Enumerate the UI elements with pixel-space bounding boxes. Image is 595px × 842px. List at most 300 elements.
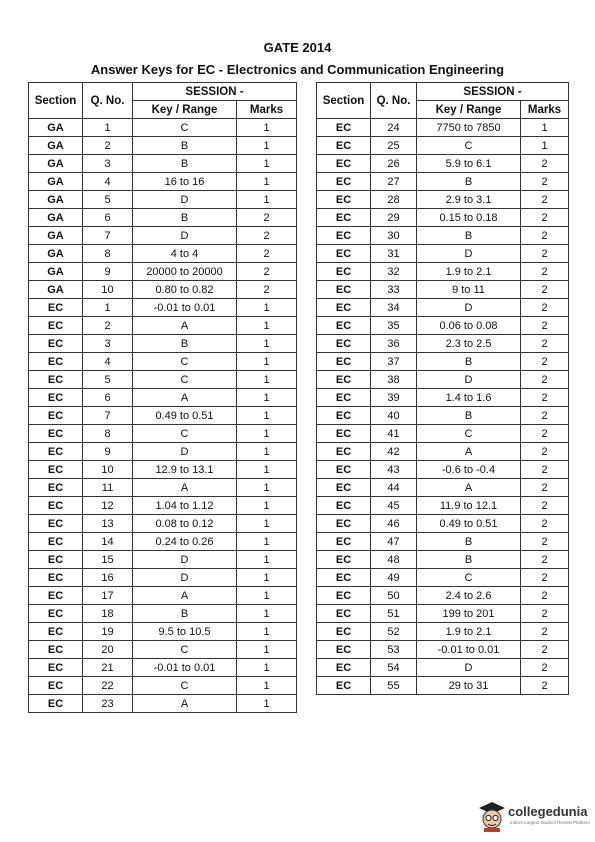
table-row [317,497,569,515]
cell-section: EC [317,389,371,407]
table-row [317,137,569,155]
cell-key: B [417,551,521,569]
cell-qno: 39 [371,389,417,407]
cell-key: C [417,569,521,587]
cell-qno: 15 [83,551,133,569]
cell-section: EC [317,551,371,569]
cell-key: 2.3 to 2.5 [417,335,521,353]
cell-key: C [133,641,237,659]
cell-key: 9.5 to 10.5 [133,623,237,641]
cell-key: 199 to 201 [417,605,521,623]
cell-section: GA [29,281,83,299]
table-row [29,659,297,677]
cell-key: C [133,119,237,137]
cell-qno: 49 [371,569,417,587]
cell-section: EC [317,119,371,137]
table-row [29,587,297,605]
cell-marks: 2 [237,209,297,227]
table-row [317,407,569,425]
table-row [317,209,569,227]
cell-marks: 2 [521,497,569,515]
cell-qno: 8 [83,425,133,443]
cell-qno: 33 [371,281,417,299]
cell-qno: 43 [371,461,417,479]
cell-marks: 2 [521,389,569,407]
cell-key: B [417,227,521,245]
table-row [29,173,297,191]
table-row [29,119,297,137]
cell-key: 1.9 to 2.1 [417,623,521,641]
cell-qno: 3 [83,155,133,173]
cell-key: D [133,569,237,587]
header-qno: Q. No. [83,83,133,119]
cell-marks: 2 [521,407,569,425]
cell-marks: 2 [521,659,569,677]
cell-marks: 1 [521,119,569,137]
cell-section: EC [317,569,371,587]
cell-qno: 5 [83,191,133,209]
header-section: Section [317,83,371,119]
cell-marks: 2 [521,461,569,479]
cell-section: EC [29,425,83,443]
cell-key: 4 to 4 [133,245,237,263]
cell-marks: 2 [521,605,569,623]
table-row [29,389,297,407]
cell-section: EC [317,641,371,659]
logo-tagline: India's Largest Student Review Platform [510,820,590,825]
cell-marks: 1 [237,389,297,407]
table-row [29,155,297,173]
cell-marks: 1 [237,587,297,605]
cell-section: EC [29,389,83,407]
cell-marks: 2 [521,263,569,281]
cell-qno: 52 [371,623,417,641]
cell-qno: 18 [83,605,133,623]
cell-section: EC [29,353,83,371]
cell-section: EC [29,299,83,317]
cell-marks: 2 [521,677,569,695]
cell-key: B [417,173,521,191]
cell-section: EC [317,227,371,245]
header-marks: Marks [237,101,297,119]
header-section: Section [29,83,83,119]
table-row [317,587,569,605]
cell-key: 1.04 to 1.12 [133,497,237,515]
cell-marks: 1 [237,443,297,461]
table-row [29,695,297,713]
cell-key: C [133,425,237,443]
cell-qno: 31 [371,245,417,263]
cell-section: EC [317,155,371,173]
table-row [317,263,569,281]
cell-section: EC [317,677,371,695]
cell-key: C [417,137,521,155]
cell-qno: 35 [371,317,417,335]
cell-section: EC [29,461,83,479]
cell-section: EC [29,623,83,641]
cell-section: EC [317,353,371,371]
cell-section: EC [317,263,371,281]
cell-section: GA [29,155,83,173]
header-marks: Marks [521,101,569,119]
table-row [317,623,569,641]
cell-key: 1.9 to 2.1 [417,263,521,281]
cell-section: EC [317,497,371,515]
cell-section: EC [29,695,83,713]
table-row [29,497,297,515]
cell-key: D [133,191,237,209]
table-row [29,425,297,443]
cell-key: C [133,353,237,371]
cell-key: 0.06 to 0.08 [417,317,521,335]
table-row [29,515,297,533]
table-row [29,281,297,299]
cell-marks: 1 [237,299,297,317]
cell-marks: 2 [521,281,569,299]
cell-qno: 26 [371,155,417,173]
table-row [317,353,569,371]
cell-qno: 2 [83,317,133,335]
table-row [29,317,297,335]
table-row [317,173,569,191]
cell-marks: 1 [237,137,297,155]
cell-marks: 2 [521,623,569,641]
cell-section: EC [317,479,371,497]
cell-marks: 2 [521,533,569,551]
table-row [317,227,569,245]
cell-key: -0.01 to 0.01 [417,641,521,659]
cell-marks: 1 [237,659,297,677]
cell-marks: 1 [237,335,297,353]
cell-qno: 47 [371,533,417,551]
cell-section: EC [317,515,371,533]
cell-qno: 11 [83,479,133,497]
cell-qno: 10 [83,461,133,479]
cell-marks: 1 [237,533,297,551]
cell-section: EC [317,191,371,209]
cell-section: EC [317,317,371,335]
cell-qno: 9 [83,443,133,461]
cell-qno: 30 [371,227,417,245]
cell-qno: 45 [371,497,417,515]
cell-qno: 28 [371,191,417,209]
cell-marks: 2 [521,155,569,173]
cell-marks: 2 [521,443,569,461]
cell-qno: 24 [371,119,417,137]
table-row [317,155,569,173]
cell-marks: 2 [521,335,569,353]
cell-key: 2.9 to 3.1 [417,191,521,209]
cell-qno: 46 [371,515,417,533]
cell-qno: 10 [83,281,133,299]
cell-qno: 50 [371,587,417,605]
cell-qno: 55 [371,677,417,695]
cell-section: GA [29,263,83,281]
cell-marks: 1 [237,425,297,443]
cell-key: D [133,227,237,245]
cell-qno: 21 [83,659,133,677]
cell-key: 0.24 to 0.26 [133,533,237,551]
cell-key: 29 to 31 [417,677,521,695]
cell-qno: 19 [83,623,133,641]
cell-key: 7750 to 7850 [417,119,521,137]
header-session: SESSION - [417,83,569,101]
cell-qno: 44 [371,479,417,497]
cell-qno: 38 [371,371,417,389]
table-row [29,551,297,569]
table-row [317,677,569,695]
cell-qno: 16 [83,569,133,587]
cell-section: GA [29,137,83,155]
table-row [29,479,297,497]
cell-marks: 1 [237,155,297,173]
cell-qno: 3 [83,335,133,353]
answer-key-table-right [316,82,569,695]
cell-key: B [133,155,237,173]
cell-marks: 1 [237,353,297,371]
cell-key: A [417,479,521,497]
cell-key: 0.08 to 0.12 [133,515,237,533]
graduate-face-icon [478,800,506,832]
cell-section: GA [29,191,83,209]
cell-section: EC [29,407,83,425]
cell-qno: 6 [83,389,133,407]
cell-marks: 1 [237,317,297,335]
table-row [29,227,297,245]
table-row [317,281,569,299]
cell-marks: 2 [521,641,569,659]
table-row [29,641,297,659]
cell-marks: 1 [237,497,297,515]
cell-qno: 37 [371,353,417,371]
table-row [317,443,569,461]
cell-marks: 2 [521,227,569,245]
answer-key-table-left [28,82,297,713]
cell-key: B [417,353,521,371]
table-row [317,191,569,209]
table-row [317,461,569,479]
cell-section: EC [317,245,371,263]
header-key: Key / Range [133,101,237,119]
cell-qno: 1 [83,299,133,317]
cell-qno: 22 [83,677,133,695]
cell-qno: 32 [371,263,417,281]
cell-key: A [133,587,237,605]
cell-section: GA [29,245,83,263]
table-row [29,407,297,425]
cell-section: EC [317,299,371,317]
table-row [317,479,569,497]
table-row [317,659,569,677]
cell-section: EC [29,335,83,353]
cell-key: C [133,677,237,695]
cell-marks: 2 [521,173,569,191]
cell-marks: 1 [237,407,297,425]
cell-key: B [133,137,237,155]
cell-qno: 6 [83,209,133,227]
cell-section: EC [317,209,371,227]
cell-qno: 23 [83,695,133,713]
cell-qno: 20 [83,641,133,659]
table-row [317,317,569,335]
cell-key: 11.9 to 12.1 [417,497,521,515]
cell-key: 0.49 to 0.51 [133,407,237,425]
cell-qno: 5 [83,371,133,389]
cell-qno: 36 [371,335,417,353]
cell-marks: 2 [521,587,569,605]
cell-qno: 14 [83,533,133,551]
cell-marks: 1 [237,173,297,191]
cell-key: 16 to 16 [133,173,237,191]
cell-marks: 2 [521,209,569,227]
collegedunia-logo[interactable] [478,800,590,834]
cell-key: D [417,299,521,317]
cell-section: EC [29,443,83,461]
cell-marks: 1 [237,569,297,587]
cell-marks: 2 [521,191,569,209]
cell-key: A [133,695,237,713]
cell-qno: 29 [371,209,417,227]
cell-key: A [417,443,521,461]
cell-qno: 17 [83,587,133,605]
cell-key: 0.80 to 0.82 [133,281,237,299]
cell-qno: 53 [371,641,417,659]
table-row [317,335,569,353]
cell-qno: 27 [371,173,417,191]
cell-section: EC [29,605,83,623]
cell-section: EC [29,587,83,605]
table-row [317,551,569,569]
table-row [29,605,297,623]
cell-key: C [133,371,237,389]
cell-key: 12.9 to 13.1 [133,461,237,479]
cell-key: -0.01 to 0.01 [133,299,237,317]
cell-key: -0.01 to 0.01 [133,659,237,677]
cell-marks: 2 [237,227,297,245]
cell-key: D [417,659,521,677]
cell-qno: 51 [371,605,417,623]
cell-key: B [417,533,521,551]
cell-section: EC [317,407,371,425]
cell-marks: 2 [521,245,569,263]
cell-key: A [133,389,237,407]
cell-marks: 2 [521,299,569,317]
cell-marks: 1 [237,371,297,389]
cell-marks: 2 [521,353,569,371]
cell-marks: 1 [237,641,297,659]
header-session: SESSION - [133,83,297,101]
cell-section: EC [29,677,83,695]
table-row [29,371,297,389]
table-row [317,605,569,623]
table-row [29,443,297,461]
cell-marks: 2 [521,515,569,533]
table-row [317,533,569,551]
cell-marks: 1 [237,551,297,569]
cell-key: C [417,425,521,443]
cell-marks: 1 [237,623,297,641]
table-row [29,245,297,263]
cell-section: GA [29,119,83,137]
cell-key: 9 to 11 [417,281,521,299]
cell-key: 2.4 to 2.6 [417,587,521,605]
cell-section: EC [29,659,83,677]
cell-marks: 2 [521,569,569,587]
cell-qno: 54 [371,659,417,677]
cell-marks: 2 [521,371,569,389]
cell-qno: 2 [83,137,133,155]
table-row [317,641,569,659]
table-row [29,569,297,587]
table-row [29,209,297,227]
table-row [29,623,297,641]
cell-section: EC [317,137,371,155]
logo-text: collegedunia [508,804,588,819]
cell-section: EC [317,443,371,461]
table-row [317,245,569,263]
cell-marks: 2 [237,245,297,263]
cell-key: -0.6 to -0.4 [417,461,521,479]
cell-section: EC [317,335,371,353]
table-row [317,569,569,587]
table-row [29,137,297,155]
cell-section: GA [29,227,83,245]
cell-key: B [133,335,237,353]
table-row [29,533,297,551]
cell-key: B [417,407,521,425]
table-row [317,119,569,137]
table-body-left [29,119,297,713]
cell-qno: 42 [371,443,417,461]
header-key: Key / Range [417,101,521,119]
cell-marks: 2 [521,479,569,497]
cell-key: D [417,371,521,389]
cell-qno: 48 [371,551,417,569]
cell-key: D [133,443,237,461]
cell-qno: 1 [83,119,133,137]
cell-marks: 1 [237,695,297,713]
cell-key: D [133,551,237,569]
table-row [317,371,569,389]
cell-marks: 1 [237,677,297,695]
cell-section: EC [317,605,371,623]
cell-qno: 4 [83,173,133,191]
table-row [29,299,297,317]
cell-marks: 1 [237,119,297,137]
cell-key: B [133,605,237,623]
cell-key: A [133,317,237,335]
cell-section: GA [29,173,83,191]
table-row [29,461,297,479]
table-row [317,389,569,407]
cell-key: 5.9 to 6.1 [417,155,521,173]
cell-qno: 9 [83,263,133,281]
cell-key: 20000 to 20000 [133,263,237,281]
cell-qno: 25 [371,137,417,155]
cell-marks: 2 [237,281,297,299]
cell-section: EC [317,587,371,605]
cell-marks: 2 [521,551,569,569]
cell-marks: 1 [237,515,297,533]
table-row [317,425,569,443]
cell-section: EC [29,641,83,659]
cell-qno: 8 [83,245,133,263]
cell-key: D [417,245,521,263]
cell-section: EC [317,623,371,641]
cell-key: B [133,209,237,227]
cell-qno: 13 [83,515,133,533]
table-row [29,677,297,695]
